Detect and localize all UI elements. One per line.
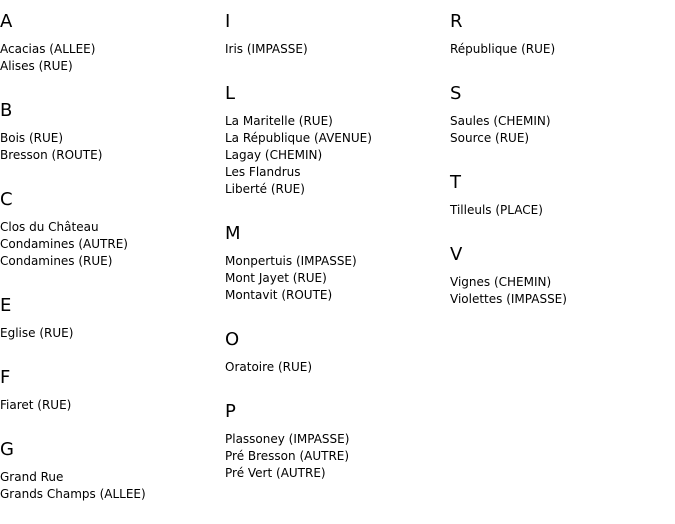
street-index-column-2 xyxy=(225,0,450,496)
letter-heading: L xyxy=(225,83,236,104)
street-link[interactable]: Vignes (CHEMIN) xyxy=(450,275,552,289)
street-link[interactable]: Pré Vert (AUTRE) xyxy=(225,466,326,480)
street-link[interactable]: Les Flandrus xyxy=(225,165,301,179)
street-link[interactable]: Oratoire (RUE) xyxy=(225,360,313,374)
street-link[interactable]: Grand Rue xyxy=(0,470,64,484)
letter-heading: S xyxy=(450,83,462,104)
street-link[interactable]: Plassoney (IMPASSE) xyxy=(225,432,350,446)
street-link[interactable]: Acacias (ALLEE) xyxy=(0,42,96,56)
street-link[interactable]: Violettes (IMPASSE) xyxy=(450,292,567,306)
street-link[interactable]: Tilleuls (PLACE) xyxy=(450,203,543,217)
letter-heading: V xyxy=(450,244,463,265)
letter-group-f xyxy=(0,367,225,428)
group-spacer xyxy=(0,164,225,178)
group-spacer xyxy=(225,198,450,212)
group-spacer xyxy=(450,58,675,72)
letter-heading: P xyxy=(225,401,236,422)
street-link[interactable]: Lagay (CHEMIN) xyxy=(225,148,323,162)
letter-heading: B xyxy=(0,100,13,121)
street-index-column-3 xyxy=(450,0,675,322)
group-spacer xyxy=(0,414,225,428)
street-link[interactable]: Eglise (RUE) xyxy=(0,326,74,340)
letter-group-m xyxy=(225,223,450,318)
street-link[interactable]: Alises (RUE) xyxy=(0,59,73,73)
street-index-column-1 xyxy=(0,0,225,517)
street-link[interactable]: Grands Champs (ALLEE) xyxy=(0,487,146,501)
street-link[interactable]: République (RUE) xyxy=(450,42,556,56)
letter-heading: M xyxy=(225,223,241,244)
letter-group-p xyxy=(225,401,450,496)
street-link[interactable]: Iris (IMPASSE) xyxy=(225,42,308,56)
street-link[interactable]: La République (AVENUE) xyxy=(225,131,372,145)
street-link[interactable]: Saules (CHEMIN) xyxy=(450,114,551,128)
letter-group-b xyxy=(0,100,225,178)
street-link[interactable]: Bresson (ROUTE) xyxy=(0,148,103,162)
letter-group-e xyxy=(0,295,225,356)
group-spacer xyxy=(0,342,225,356)
street-link[interactable]: Condamines (AUTRE) xyxy=(0,237,128,251)
letter-heading: T xyxy=(450,172,461,193)
letter-group-v xyxy=(450,244,675,322)
group-spacer xyxy=(225,376,450,390)
street-link[interactable]: La Maritelle (RUE) xyxy=(225,114,333,128)
group-spacer xyxy=(225,482,450,496)
letter-heading: I xyxy=(225,11,231,32)
letter-group-t xyxy=(450,172,675,233)
street-link[interactable]: Pré Bresson (AUTRE) xyxy=(225,449,350,463)
letter-group-l xyxy=(225,83,450,212)
letter-group-c xyxy=(0,189,225,284)
group-spacer xyxy=(450,308,675,322)
letter-heading: O xyxy=(225,329,240,350)
group-spacer xyxy=(225,304,450,318)
letter-heading: C xyxy=(0,189,13,210)
group-spacer xyxy=(0,503,225,517)
letter-group-r xyxy=(450,11,675,72)
letter-group-g xyxy=(0,439,225,517)
letter-heading: E xyxy=(0,295,12,316)
letter-group-a xyxy=(0,11,225,89)
letter-group-s xyxy=(450,83,675,161)
street-link[interactable]: Monpertuis (IMPASSE) xyxy=(225,254,357,268)
group-spacer xyxy=(225,58,450,72)
letter-heading: A xyxy=(0,11,13,32)
group-spacer xyxy=(450,219,675,233)
group-spacer xyxy=(450,147,675,161)
letter-heading: R xyxy=(450,11,463,32)
street-link[interactable]: Condamines (RUE) xyxy=(0,254,113,268)
letter-group-i xyxy=(225,11,450,72)
letter-heading: G xyxy=(0,439,14,460)
street-link[interactable]: Mont Jayet (RUE) xyxy=(225,271,327,285)
street-link[interactable]: Clos du Château xyxy=(0,220,99,234)
group-spacer xyxy=(0,75,225,89)
street-link[interactable]: Fiaret (RUE) xyxy=(0,398,72,412)
letter-group-o xyxy=(225,329,450,390)
street-link[interactable]: Source (RUE) xyxy=(450,131,530,145)
group-spacer xyxy=(0,270,225,284)
street-link[interactable]: Liberté (RUE) xyxy=(225,182,305,196)
street-link[interactable]: Montavit (ROUTE) xyxy=(225,288,333,302)
street-link[interactable]: Bois (RUE) xyxy=(0,131,64,145)
letter-heading: F xyxy=(0,367,11,388)
